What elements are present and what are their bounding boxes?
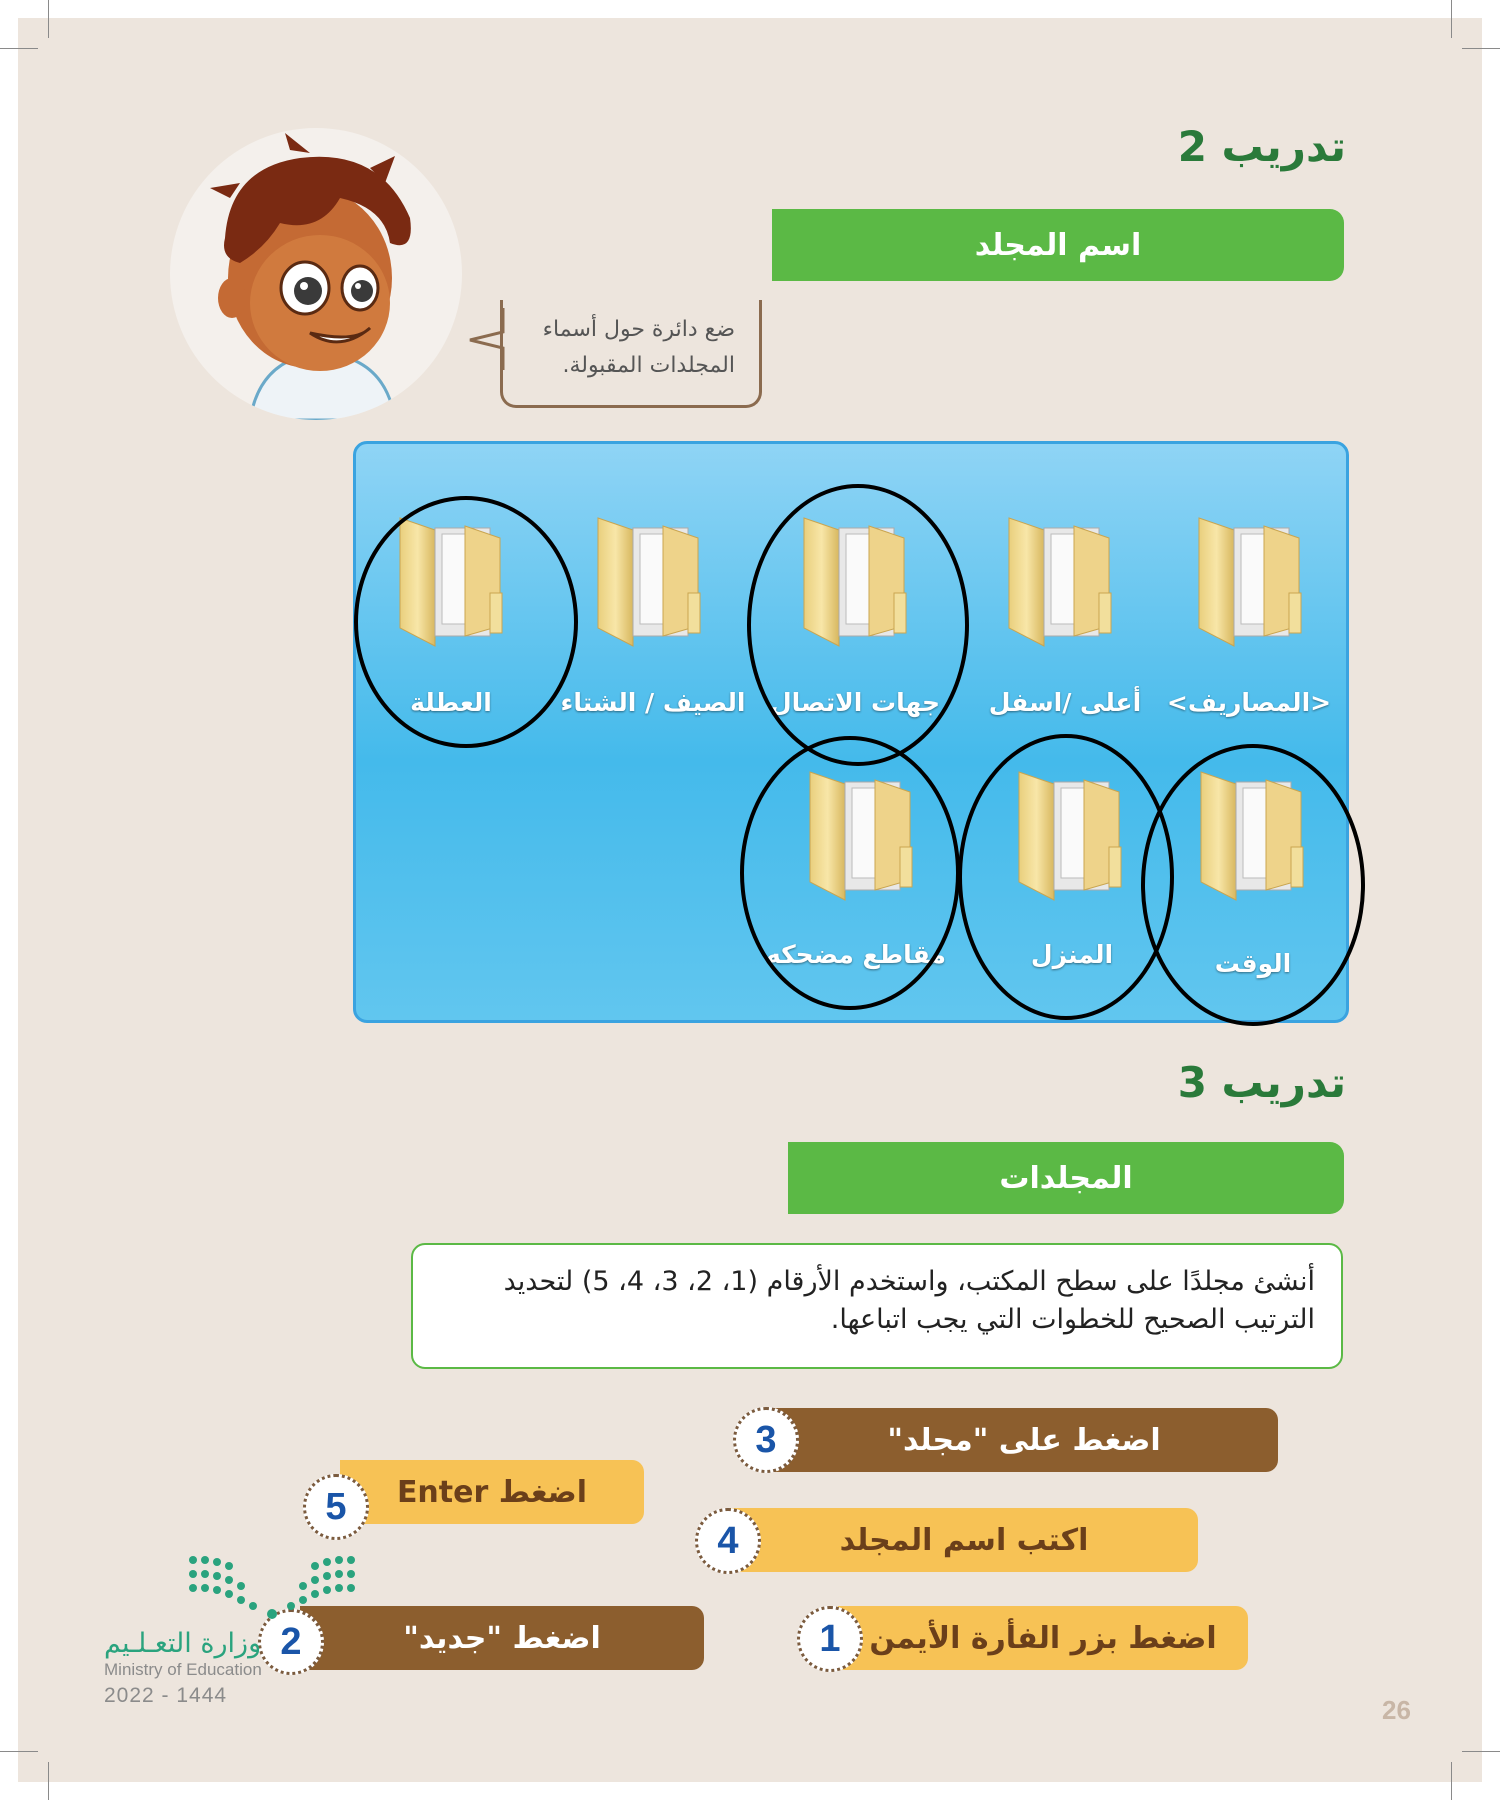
step-number-badge: 1 bbox=[797, 1606, 863, 1672]
exercise-3-heading: تدريب 3 bbox=[1177, 1058, 1346, 1107]
crop-mark bbox=[48, 1762, 49, 1800]
step-click-new: اضغط "جديد" bbox=[300, 1606, 704, 1670]
speech-line-1: ضع دائرة حول أسماء bbox=[542, 317, 735, 342]
answer-circle bbox=[747, 484, 969, 766]
folder-label: <المصاريف> bbox=[1166, 688, 1332, 717]
answer-circle bbox=[1141, 744, 1365, 1026]
crop-mark bbox=[1451, 0, 1452, 38]
folder-icon[interactable] bbox=[1179, 508, 1329, 648]
exercise-2-title-bar: اسم المجلد bbox=[772, 209, 1344, 281]
crop-mark bbox=[48, 0, 49, 38]
step-type-folder-name: اكتب اسم المجلد bbox=[730, 1508, 1198, 1572]
folder-label: العطلة bbox=[410, 688, 492, 717]
ministry-logo-icon bbox=[185, 1552, 360, 1624]
folder-label: أعلى /اسفل bbox=[988, 688, 1142, 717]
edition-year: 2022 - 1444 bbox=[104, 1684, 228, 1707]
folder-label: المنزل bbox=[1030, 940, 1114, 969]
answer-circle bbox=[354, 496, 578, 748]
speech-line-2: المجلدات المقبولة. bbox=[562, 353, 735, 378]
character-avatar bbox=[170, 128, 462, 420]
folder-label: مقاطع مضحكه bbox=[765, 940, 947, 969]
instruction-box bbox=[411, 1243, 1343, 1369]
step-press-enter: اضغط Enter bbox=[340, 1460, 644, 1524]
crop-mark bbox=[1462, 1751, 1500, 1752]
crop-mark bbox=[1462, 48, 1500, 49]
step-click-folder: اضغط على "مجلد" bbox=[770, 1408, 1278, 1472]
step-number-badge: 2 bbox=[258, 1609, 324, 1675]
exercise-3-title-bar: المجلدات bbox=[788, 1142, 1344, 1214]
step-number-badge: 4 bbox=[695, 1508, 761, 1574]
step-number-badge: 3 bbox=[733, 1407, 799, 1473]
folder-label: جهات الاتصال bbox=[769, 688, 941, 717]
folder-icon[interactable] bbox=[578, 508, 728, 648]
folder-label: الوقت bbox=[1214, 949, 1292, 978]
crop-mark bbox=[1451, 1762, 1452, 1800]
folder-icon[interactable] bbox=[989, 508, 1139, 648]
instruction-line-2: الترتيب الصحيح للخطوات التي يجب اتباعها. bbox=[830, 1304, 1315, 1335]
ministry-name-arabic: وزارة التعـلـيم bbox=[104, 1628, 262, 1659]
folder-label: الصيف / الشتاء bbox=[560, 688, 746, 717]
exercise-2-heading: تدريب 2 bbox=[1177, 122, 1346, 171]
crop-mark bbox=[0, 1751, 38, 1752]
step-number-badge: 5 bbox=[303, 1474, 369, 1540]
ministry-name-english: Ministry of Education bbox=[104, 1660, 262, 1679]
step-right-click: اضغط بزر الفأرة الأيمن bbox=[838, 1606, 1248, 1670]
answer-circle bbox=[740, 736, 960, 1010]
page-number: 26 bbox=[1382, 1695, 1411, 1725]
instruction-line-1: أنشئ مجلدًا على سطح المكتب، واستخدم الأرقام (1، 2، 3، 4، 5) لتحديد bbox=[503, 1266, 1315, 1297]
crop-mark bbox=[0, 48, 38, 49]
speech-bubble bbox=[500, 300, 762, 408]
